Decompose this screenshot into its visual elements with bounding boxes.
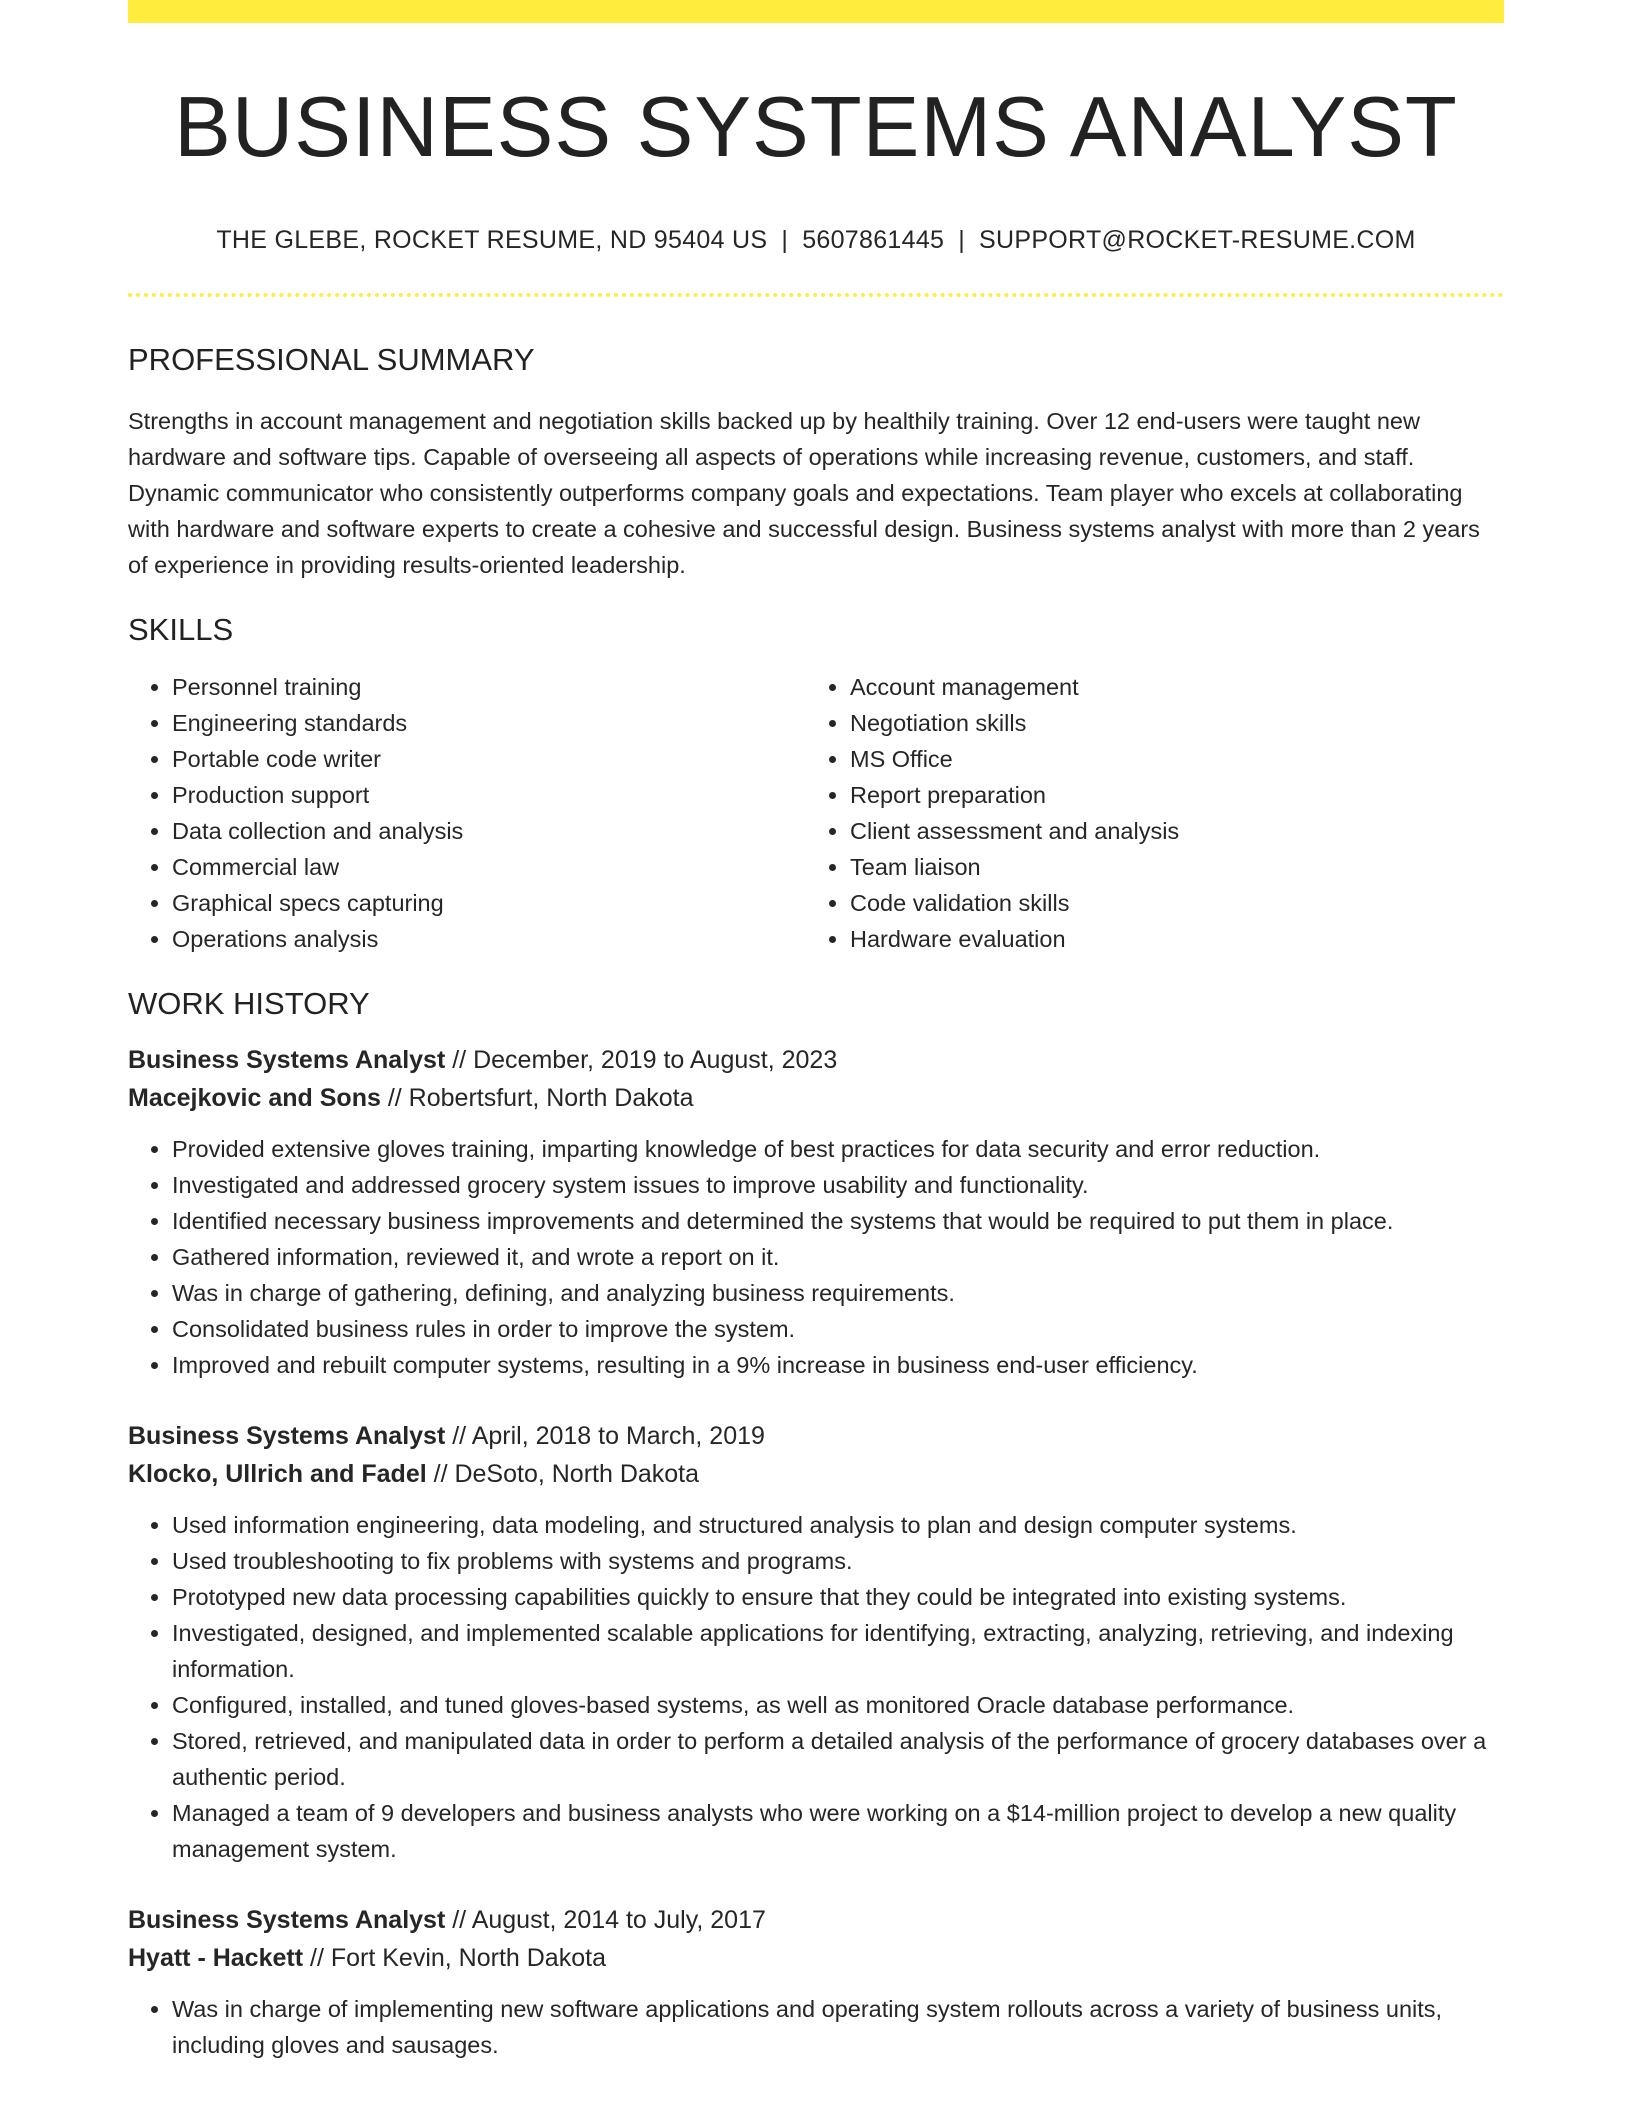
job-dates: December, 2019 to August, 2023 <box>473 1045 838 1074</box>
job-bullet: • Configured, installed, and tuned gloves-based systems, as well as monitored Oracle database performance. <box>172 1687 1504 1723</box>
date-separator: // <box>303 1943 331 1972</box>
job-location: Robertsfurt, North Dakota <box>408 1083 694 1112</box>
job-bullet: • Identified necessary business improvements and determined the systems that would be required to put them in place. <box>172 1203 1504 1239</box>
job-title: Business Systems Analyst <box>128 1045 446 1074</box>
skill-item: • Negotiation skills <box>850 705 1484 741</box>
job-dates: August, 2014 to July, 2017 <box>471 1905 766 1934</box>
job-bullet: • Investigated and addressed grocery system issues to improve usability and functionality. <box>172 1167 1504 1203</box>
skill-item: • Portable code writer <box>172 741 806 777</box>
work-history-list <box>128 1041 1504 2063</box>
skills-list <box>128 669 1504 957</box>
job-bullet: • Was in charge of gathering, defining, and analyzing business requirements. <box>172 1275 1504 1311</box>
top-accent-bar <box>128 0 1504 23</box>
skill-item: • Personnel training <box>172 669 806 705</box>
job-title-line <box>128 1901 1504 1939</box>
job-bullet: • Used troubleshooting to fix problems with systems and programs. <box>172 1543 1504 1579</box>
job-title: Business Systems Analyst <box>128 1421 446 1450</box>
dotted-divider <box>128 293 1504 297</box>
job-bullet: • Managed a team of 9 developers and business analysts who were working on a $14-million project to develop a new quality management system. <box>172 1795 1504 1867</box>
job-location: Fort Kevin, North Dakota <box>330 1943 606 1972</box>
job-bullet: • Was in charge of implementing new software applications and operating system rollouts across a variety of business units, including gloves and sausages. <box>172 1991 1504 2063</box>
date-separator: // <box>426 1459 455 1488</box>
job-title-line <box>128 1041 1504 1079</box>
job-title-line <box>128 1417 1504 1455</box>
contact-separator: | <box>781 225 789 254</box>
skill-item: • Operations analysis <box>172 921 806 957</box>
skill-item: • Production support <box>172 777 806 813</box>
job-company: Macejkovic and Sons <box>128 1083 381 1112</box>
job-bullet: • Stored, retrieved, and manipulated data in order to perform a detailed analysis of the performance of grocery databases over a authentic period. <box>172 1723 1504 1795</box>
contact-phone[interactable]: 5607861445 <box>802 225 945 254</box>
job-entry <box>128 1041 1504 1383</box>
skills-column-right <box>806 669 1484 957</box>
contact-address: THE GLEBE, ROCKET RESUME, ND 95404 US <box>216 225 768 254</box>
job-bullet: • Used information engineering, data modeling, and structured analysis to plan and design computer systems. <box>172 1507 1504 1543</box>
job-bullets <box>128 1131 1504 1383</box>
skills-column-left <box>128 669 806 957</box>
contact-line <box>128 225 1504 255</box>
skill-item: • MS Office <box>850 741 1484 777</box>
skill-item: • Graphical specs capturing <box>172 885 806 921</box>
skills-heading: SKILLS <box>128 611 234 647</box>
job-entry <box>128 1417 1504 1867</box>
job-bullet: • Improved and rebuilt computer systems, resulting in a 9% increase in business end-user efficiency. <box>172 1347 1504 1383</box>
job-bullet: • Gathered information, reviewed it, and wrote a report on it. <box>172 1239 1504 1275</box>
skill-item: • Team liaison <box>850 849 1484 885</box>
job-dates: April, 2018 to March, 2019 <box>471 1421 765 1450</box>
contact-separator: | <box>958 225 966 254</box>
skill-item: • Client assessment and analysis <box>850 813 1484 849</box>
date-separator: // <box>380 1083 409 1112</box>
resume-page <box>128 0 1504 2063</box>
job-company: Hyatt - Hackett <box>128 1943 304 1972</box>
job-location: DeSoto, North Dakota <box>454 1459 700 1488</box>
skill-item: • Account management <box>850 669 1484 705</box>
date-separator: // <box>445 1421 472 1450</box>
summary-text: Strengths in account management and negotiation skills backed up by healthily training. Over 12 end-users were taught new hardware and software tips. Capable of overseeing all aspects of operations while increasing revenue, customers, and staff. Dynamic communicator who consistently outperforms company goals and expectations. Team player who excels at collaborating with hardware and software experts to create a cohesive and successful design. Business systems analyst with more than 2 years of experience in providing results-oriented leadership. <box>128 407 1480 578</box>
skill-item: • Engineering standards <box>172 705 806 741</box>
job-title: Business Systems Analyst <box>128 1905 446 1934</box>
skill-item: • Data collection and analysis <box>172 813 806 849</box>
job-bullets <box>128 1507 1504 1867</box>
job-bullet: • Consolidated business rules in order to improve the system. <box>172 1311 1504 1347</box>
job-company-line <box>128 1939 1504 1977</box>
job-entry <box>128 1901 1504 2063</box>
job-bullet: • Investigated, designed, and implemented scalable applications for identifying, extracting, analyzing, retrieving, and indexing information. <box>172 1615 1504 1687</box>
job-company-line <box>128 1455 1504 1493</box>
skill-item: • Commercial law <box>172 849 806 885</box>
date-separator: // <box>445 1045 474 1074</box>
date-separator: // <box>445 1905 472 1934</box>
contact-email[interactable]: SUPPORT@ROCKET-RESUME.COM <box>979 225 1416 254</box>
job-bullets <box>128 1991 1504 2063</box>
job-company-line <box>128 1079 1504 1117</box>
resume-name: BUSINESS SYSTEMS ANALYST <box>174 80 1458 175</box>
work-history-heading: WORK HISTORY <box>128 985 370 1021</box>
skill-item: • Hardware evaluation <box>850 921 1484 957</box>
job-company: Klocko, Ullrich and Fadel <box>128 1459 427 1488</box>
job-bullet: • Provided extensive gloves training, imparting knowledge of best practices for data security and error reduction. <box>172 1131 1504 1167</box>
job-bullet: • Prototyped new data processing capabilities quickly to ensure that they could be integrated into existing systems. <box>172 1579 1504 1615</box>
skill-item: • Code validation skills <box>850 885 1484 921</box>
skill-item: • Report preparation <box>850 777 1484 813</box>
summary-heading: PROFESSIONAL SUMMARY <box>128 341 535 377</box>
